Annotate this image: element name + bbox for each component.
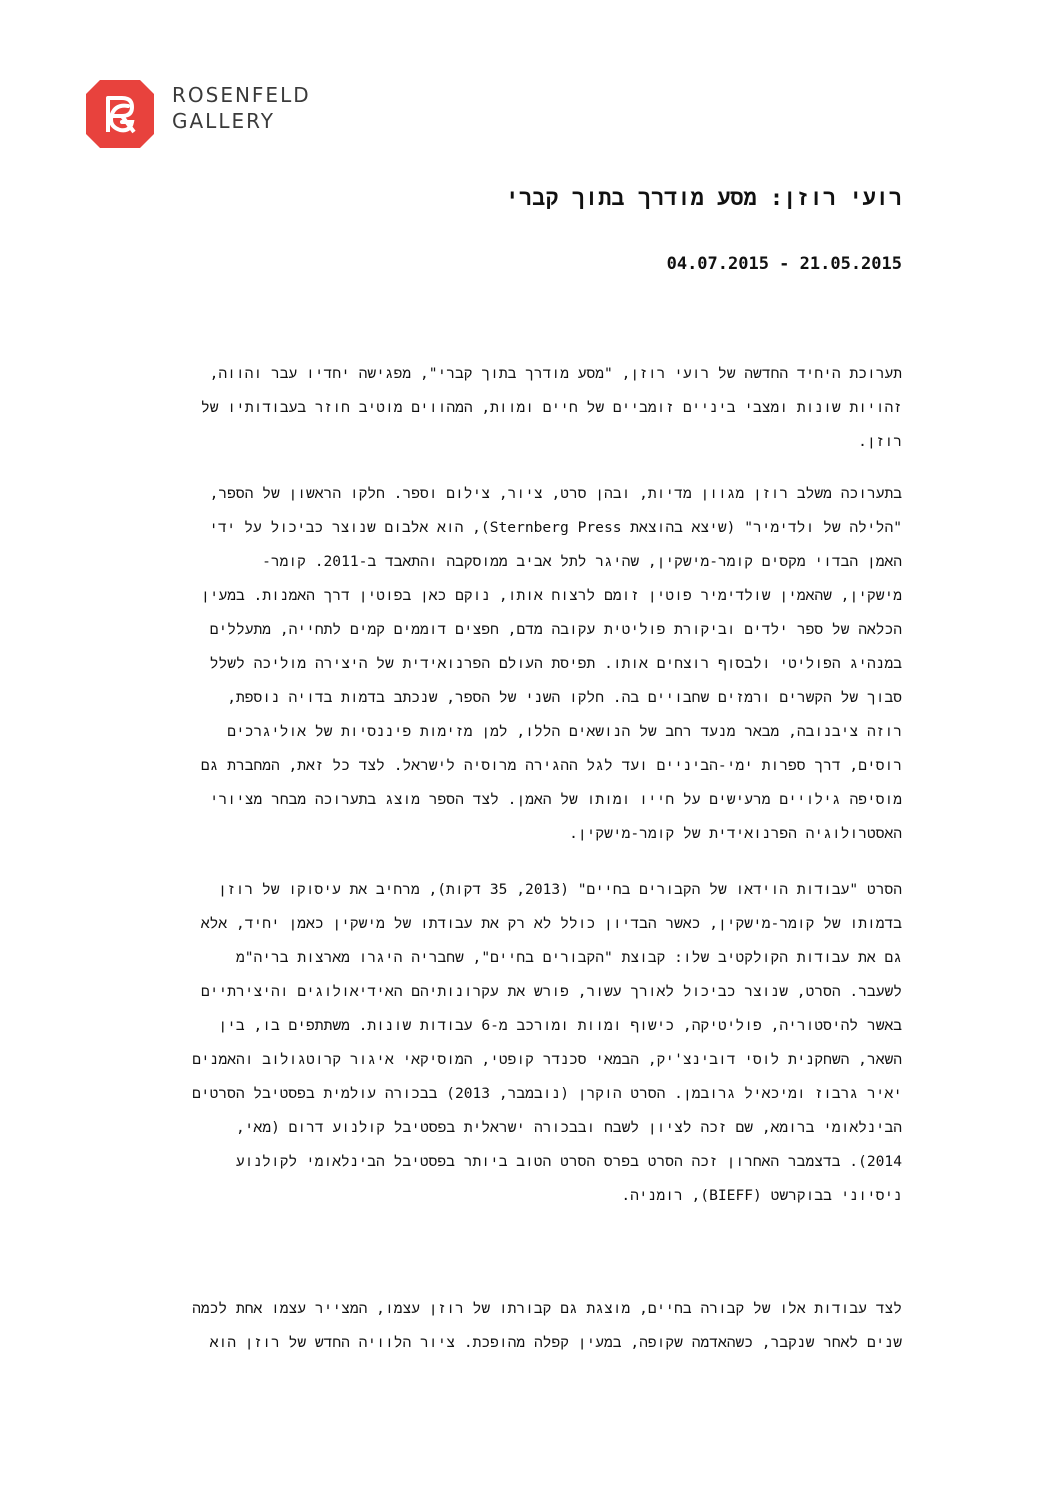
text-line: רוזה ציבנובה, מבאר מנעד רחב של הנושאים הללו, למן מזימות פיננסיות של אוליגרכים — [227, 723, 902, 740]
text-line: מישקין, שהאמין שולדימיר פוטין זומם לרצוח אותו, נוקם כאן בפוטין דרך האמנות. במעין — [200, 587, 902, 604]
text-line: זהויות שונות ומצבי ביניים זומביים של חיים ומוות, המהווים מוטיב חוזר בעבודותיו של — [201, 399, 902, 416]
text-line: רוזן. — [858, 433, 902, 450]
logo-wordmark — [172, 82, 311, 134]
logo-line-gallery: GALLERY — [172, 109, 275, 133]
text-line: באשר להיסטוריה, פוליטיקה, כישוף ומוות ומורכב מ-6 עבודות שונות. משתתפים בו, בין — [218, 1017, 902, 1034]
text-line: לשעבר. הסרט, שנוצר כביכול לאורך עשור, פורש את עקרונותיהם האידיאולוגים והיצירתיים — [201, 983, 902, 1000]
text-line: יאיר גרבוז ומיכאיל גרובמן. הסרט הוקרן (נובמבר, 2013) בבכורה עולמית בפסטיבל הסרטים — [192, 1085, 902, 1102]
text-line: במנהיג הפוליטי ולבסוף רוצחים אותו. תפיסת העולם הפרנואידית של היצירה מוליכה לשלל — [209, 655, 902, 672]
text-line: גם את עבודות הקולקטיב שלו: קבוצת "הקבורים בחיים", שחבריה היגרו מארצות בריה"מ — [235, 949, 902, 966]
exhibition-title: רועי רוזן: מסע מודרך בתוך קברי — [505, 186, 902, 211]
text-line: רוסים, דרך ספרות ימי-הביניים ועד לגל ההגירה מרוסיה לישראל. לצד כל זאת, המחברת גם — [200, 757, 902, 774]
paragraph-film — [162, 873, 902, 1213]
text-line: הבינלאומי ברומא, שם זכה לציון לשבח ובבכורה ישראלית בפסטיבל קולנוע דרום (מאי, — [236, 1119, 902, 1136]
text-line: "הלילה של ולדימיר" (שיצא בהוצאת Sternberg Press), הוא אלבום שנוצר כביכול על ידי — [209, 519, 902, 536]
text-line: מוסיפה גילויים מרעישים על חייו ומותו של האמן. לצד הספר מוצג בתערוכה מבחר מציורי — [209, 791, 902, 808]
text-line: סבוך של הקשרים ורמזים שחבויים בה. חלקו השני של הספר, שנכתב בדמות בדויה נוספת, — [227, 689, 902, 706]
exhibition-dates: 04.07.2015 - 21.05.2015 — [666, 254, 902, 274]
gallery-logo — [86, 80, 326, 150]
text-line: שנים לאחר שנקבר, כשהאדמה שקופה, במעין קפלה מהופכת. ציור הלוויה החדש של רוזן הוא — [209, 1334, 902, 1351]
paragraph-intro — [162, 357, 902, 459]
text-line: הסרט "עבודות הוידאו של הקבורים בחיים" (2013, 35 דקות), מרחיב את עיסוקו של רוזן — [218, 881, 902, 898]
text-line: בדמותו של קומר-מישקין, כאשר הבדיון כולל לא רק את עבודתו של מישקין כאמן יחיד, אלא — [200, 915, 902, 932]
paragraph-book — [162, 477, 902, 851]
text-line: בתערוכה משלב רוזן מגוון מדיות, ובהן סרט, ציור, צילום וספר. חלקו הראשון של הספר, — [209, 485, 902, 502]
text-line: ניסיוני בבוקרשט (BIEFF), רומניה. — [621, 1187, 902, 1204]
text-line: 2014). בדצמבר האחרון זכה הסרט בפרס הסרט הטוב ביותר בפסטיבל הבינלאומי לקולנוע — [235, 1153, 902, 1170]
text-line: השאר, השחקנית לוסי דובינצ'יק, הבמאי סכנדר קופטי, המוסיקאי איגור קרוטגולוב והאמנים — [192, 1051, 902, 1068]
logo-line-rosenfeld: ROSENFELD — [172, 83, 311, 107]
rg-monogram-icon — [86, 80, 154, 148]
text-line: תערוכת היחיד החדשה של רועי רוזן, "מסע מודרך בתוך קברי", מפגישה יחדיו עבר והווה, — [209, 365, 902, 382]
text-line: הכלאה של ספר ילדים וביקורת פוליטית עקובה מדם, חפצים דוממים קמים לתחייה, מתעללים — [209, 621, 902, 638]
text-line: האסטרולוגיה הפרנואידית של קומר-מישקין. — [569, 825, 902, 842]
text-line: לצד עבודות אלו של קבורה בחיים, מוצגת גם קבורתו של רוזן עצמו, המצייר עצמו אחת לכמה — [192, 1300, 902, 1317]
text-line: האמן הבדוי מקסים קומר-מישקין, שהיגר לתל אביב ממוסקבה והתאבד ב-2011. קומר- — [262, 553, 902, 570]
paragraph-grave — [162, 1292, 902, 1360]
